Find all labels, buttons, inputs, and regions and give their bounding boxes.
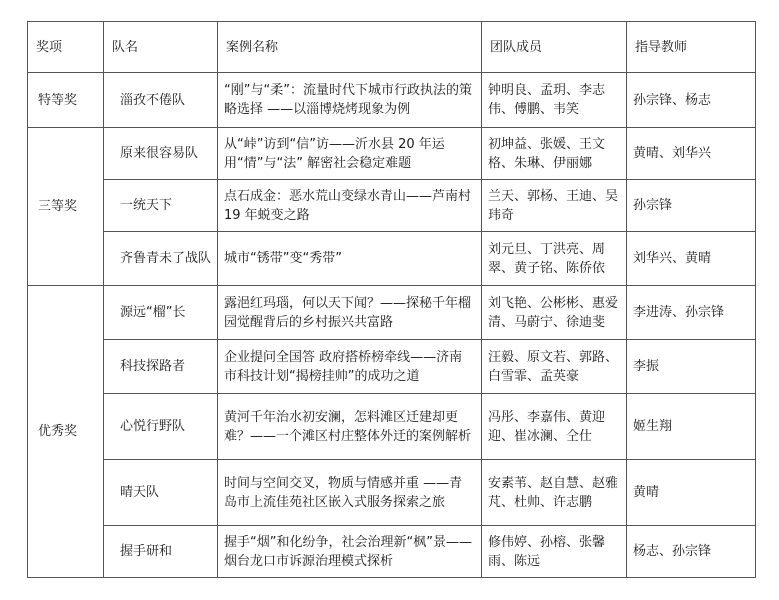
team-members: 钟明良、孟玥、李志伟、傅鹏、韦笑 — [482, 73, 627, 128]
team-members: 兰天、郭杨、王迪、吴玮奇 — [482, 180, 627, 232]
advisor: 孙宗锋、杨志 — [627, 73, 756, 128]
header-members: 团队成员 — [482, 22, 627, 73]
table-row — [28, 128, 756, 180]
case-title: 黄河千年治水初安澜，怎料滩区迁建却更难？——一个滩区村庄整体外迁的案例解析 — [218, 394, 482, 460]
team-name: 一统天下 — [104, 180, 218, 232]
team-name: 齐鲁青未了战队 — [104, 232, 218, 286]
advisor: 李振 — [627, 340, 756, 394]
advisor: 刘华兴、黄晴 — [627, 232, 756, 286]
team-name: 淄孜不倦队 — [104, 73, 218, 128]
awards-table — [27, 21, 756, 578]
case-title: 企业提问全国答 政府搭桥榜牵线——济南市科技计划“揭榜挂帅”的成功之道 — [218, 340, 482, 394]
team-name: 握手研和 — [104, 526, 218, 578]
award-cell: 特等奖 — [28, 73, 104, 128]
header-row — [28, 22, 756, 73]
header-award: 奖项 — [28, 22, 104, 73]
award-cell: 优秀奖 — [28, 286, 104, 578]
advisor: 黄晴、刘华兴 — [627, 128, 756, 180]
table-row — [28, 526, 756, 578]
case-title: 露浥红玛瑙，何以天下闻？——探秘千年榴园觉醒背后的乡村振兴共富路 — [218, 286, 482, 340]
team-name: 心悦行野队 — [104, 394, 218, 460]
header-teacher: 指导教师 — [627, 22, 756, 73]
case-title: 时间与空间交叉，物质与情感并重 ——青岛市上流佳苑社区嵌入式服务探索之旅 — [218, 460, 482, 526]
table-row — [28, 232, 756, 286]
advisor: 杨志、孙宗锋 — [627, 526, 756, 578]
header-team: 队名 — [104, 22, 218, 73]
team-members: 修伟婷、孙榕、张馨雨、陈远 — [482, 526, 627, 578]
team-members: 刘元旦、丁洪亮、周翠、黄子铭、陈侨依 — [482, 232, 627, 286]
team-members: 初坤益、张媛、王文格、朱琳、伊丽娜 — [482, 128, 627, 180]
advisor: 孙宗锋 — [627, 180, 756, 232]
team-members: 冯彤、李嘉伟、黄迎迎、崔冰澜、仝仕 — [482, 394, 627, 460]
case-title: “刚”与“柔”：流量时代下城市行政执法的策略选择 ——以淄博烧烤现象为例 — [218, 73, 482, 128]
header-case: 案例名称 — [218, 22, 482, 73]
team-name: 科技探路者 — [104, 340, 218, 394]
table-row — [28, 394, 756, 460]
advisor: 黄晴 — [627, 460, 756, 526]
table-row — [28, 460, 756, 526]
case-title: 点石成金：恶水荒山变绿水青山——芦南村 19 年蜕变之路 — [218, 180, 482, 232]
case-title: 握手“烟”和化纷争，社会治理新“枫”景——烟台龙口市诉源治理模式探析 — [218, 526, 482, 578]
case-title: 从“峠”访到“信”访——沂水县 20 年运用“情”与“法” 解密社会稳定难题 — [218, 128, 482, 180]
team-name: 原来很容易队 — [104, 128, 218, 180]
team-members: 安素苇、赵自慧、赵雅芃、杜帅、许志鹏 — [482, 460, 627, 526]
table-row — [28, 286, 756, 340]
team-members: 汪毅、原文若、郭路、白雪霏、孟英豪 — [482, 340, 627, 394]
advisor: 李进涛、孙宗锋 — [627, 286, 756, 340]
table-row — [28, 180, 756, 232]
table-row — [28, 340, 756, 394]
team-name: 晴天队 — [104, 460, 218, 526]
team-members: 刘飞艳、公彬彬、惠爱清、马蔚宁、徐迪斐 — [482, 286, 627, 340]
advisor: 姬生翔 — [627, 394, 756, 460]
team-name: 源远“榴”长 — [104, 286, 218, 340]
case-title: 城市“锈带”变“秀带” — [218, 232, 482, 286]
table-row — [28, 73, 756, 128]
award-cell: 三等奖 — [28, 128, 104, 286]
